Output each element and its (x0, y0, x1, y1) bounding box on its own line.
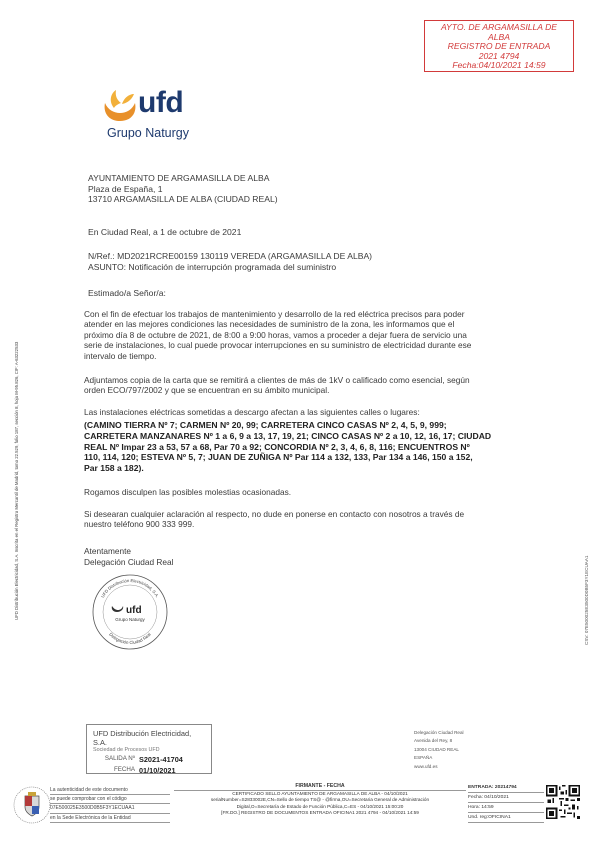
text-line: Adjuntamos copia de la carta que se remitirá a clientes de más de 1kV o calificado como esencial, según (84, 375, 470, 385)
note-line: La autenticidad de este documento (50, 786, 170, 795)
entry-block (468, 783, 544, 823)
greeting: Estimado/a Señor/a: (88, 288, 166, 298)
salida-box-sub: Sociedad de Procesos UFD (93, 747, 160, 753)
entry-line: Fecha: 04/10/2021 (468, 793, 544, 803)
address-line: ESPAÑA (414, 755, 433, 761)
text-line: atender en las mejores condiciones las necesidades de suministro de la zona, les informamos que el (84, 319, 455, 330)
address-line: Avenida del Rey, 8 (414, 738, 453, 744)
paragraph-3: Las instalaciones eléctricas sometidas a descargo afectan a las siguientes calles o lugares: (84, 407, 420, 417)
text-line: (CAMINO TIERRA Nº 7; CARMEN Nº 20, 99; CARRETERA CINCO CASAS Nº 2, 4, 5, 9, 999; (84, 420, 447, 430)
paragraph-2 (84, 375, 504, 396)
text-line: intervalo de tiempo. (84, 350, 157, 361)
text-line: Par 158 a 182). (84, 463, 144, 474)
salida-value: S2021-41704 (139, 755, 183, 764)
seal-bottom-text: Delegación Ciudad Real (108, 631, 152, 646)
svg-text:UFD Distribución Electricidad, (100, 578, 160, 599)
salida-box-title: UFD Distribución Electricidad, S.A. (93, 729, 192, 747)
signature-line: Digital,O=Secretaría de Estado de Función Pública,C=ES - 04/10/2021 15:00:20 (236, 803, 404, 809)
recipient-line: AYUNTAMIENTO DE ARGAMASILLA DE ALBA (88, 173, 270, 183)
recipient-address (88, 173, 278, 205)
delegation-address (414, 729, 464, 771)
mercantile-registry-text: UFD Distribución Electricidad, S.A. Inscrita en el Registro Mercantil de Madrid, tomo 22.529, folio 187, sección 8, hoja M-95.826, CIF: A-63222533 (14, 341, 19, 620)
logo-brand: ufd (138, 86, 184, 119)
text-line: Si desearan cualquier aclaración al respecto, no dude en ponerse en contacto con nosotros a través de (84, 509, 465, 519)
fecha-value: 01/10/2021 (139, 766, 176, 775)
csv-vertical-text: CSV: 07E500025E3500D0B5F3Y1ECUAA1 (584, 555, 589, 645)
fecha-label: FECHA (114, 766, 135, 773)
entry-line: Und. reg:OFICINA1 (468, 813, 544, 823)
date-line: En Ciudad Real, a 1 de octubre de 2021 (88, 227, 242, 237)
stamp-line: 2021 4794 (478, 50, 520, 61)
paragraph-5 (84, 509, 504, 530)
closing-line: Delegación Ciudad Real (84, 557, 174, 568)
svg-text:Delegación Ciudad Real (108, 632, 152, 645)
stamp-line: ALBA (488, 31, 510, 42)
recipient-line: 13710 ARGAMASILLA DE ALBA (CIUDAD REAL) (88, 194, 278, 204)
stamp-line: REGISTRO DE ENTRADA (447, 41, 551, 52)
closing (84, 546, 504, 568)
entry-line: ENTRADA: 20214794 (468, 783, 544, 793)
text-line: Con el fin de efectuar los trabajos de mantenimiento y desarrollo de la red eléctrica precisos para poder (84, 309, 465, 319)
text-line: próximo día 8 de octubre de 2021, de 8:00 a 9:00 horas, vamos a proceder a dejar fuera de servicio una (84, 329, 467, 340)
address-line: 13004 CIUDAD REAL (414, 746, 459, 752)
text-line: nuestro teléfono 900 333 999. (84, 519, 195, 530)
signature-line: [FR.DO.] REGISTRO DE DOCUMENTOS ENTRADA OFICINA1 2021 4794 - 04/10/2021 14:59 (221, 810, 419, 816)
salida-box (86, 724, 212, 774)
address-line: Delegación Ciudad Real (414, 730, 464, 735)
seal-brand: ufd (126, 605, 142, 616)
stamp-line: Fecha:04/10/2021 14:59 (452, 60, 546, 71)
text-line: orden ECO/797/2002 y que se encuentran en su ámbito municipal. (84, 385, 330, 396)
text-line: REAL Nº Impar 23 a 53, 57 a 68, Par 70 a 92; CONCORDIA Nº 2, 3, 4, 6, 8, 116; ENCUENTROS Nº (84, 441, 470, 452)
stamp-line: AYTO. DE ARGAMASILLA DE (440, 22, 558, 32)
note-line: en la Sede Electrónica de la Entidad (50, 814, 170, 823)
text-line: serie de instalaciones, lo cual puede provocar interrupciones en su suministro de electricidad durante ese (84, 340, 472, 351)
salida-label: SALIDA Nº (104, 755, 135, 762)
text-line: 110, 114, 120; ESTEVA Nº 5, 7; JUAN DE ZUÑIGA Nº Par 114 a 132, 133, Par 134 a 146, 150 a 152, (84, 452, 473, 463)
municipal-shield-icon (12, 785, 52, 825)
seal-top-text: UFD Distribución Electricidad, S.A. (99, 577, 161, 599)
signature-line: CERTIFICADO SELLO AYUNTAMIENTO DE ARGAMASILLA DE ALBA - 04/10/2021 (232, 791, 408, 796)
reference-line: N/Ref.: MD2021RCRE00159 130119 VEREDA (ARGAMASILLA DE ALBA) (88, 251, 373, 261)
ufd-logo (100, 86, 210, 146)
seal-flame-icon (112, 606, 123, 612)
paragraph-1 (84, 309, 504, 361)
paragraph-4: Rogamos disculpen las posibles molestias ocasionadas. (84, 487, 292, 497)
note-line: se puede comprobar con el código (50, 795, 170, 804)
reference-block (88, 251, 372, 272)
closing-line: Atentamente (84, 546, 132, 556)
seal-group: Grupo Naturgy (115, 617, 145, 622)
recipient-line: Plaza de España, 1 (88, 183, 163, 194)
signature-line: serialNumber=S2833002E,CN=Sello de tiempo TS@ - @firma,OU=Secretaria General de Administración (210, 797, 430, 803)
address-line: www.ufd.es (414, 763, 438, 769)
text-line: CARRETERA MANZANARES Nº 1 a 6, 9 a 13, 17, 19, 21; CINCO CASAS Nº 2 a 10, 12, 16, 17; CIUDAD (84, 430, 492, 441)
asunto-line: ASUNTO: Notificación de interrupción programada del suministro (88, 261, 337, 272)
ufd-round-seal (90, 572, 170, 652)
signature-header: FIRMANTE - FECHA (174, 783, 466, 791)
affected-streets (84, 420, 514, 474)
logo-group: Grupo Naturgy (107, 126, 189, 140)
qr-code-icon (546, 785, 580, 819)
registro-entrada-stamp (424, 20, 574, 72)
entry-line: Hora: 14:59 (468, 803, 544, 813)
authenticity-note (50, 786, 170, 823)
signature-block (174, 783, 466, 817)
ufd-flame-icon (100, 88, 140, 124)
note-code: 07E500025E3500D0B5F3Y1ECUAA1 (50, 804, 170, 813)
